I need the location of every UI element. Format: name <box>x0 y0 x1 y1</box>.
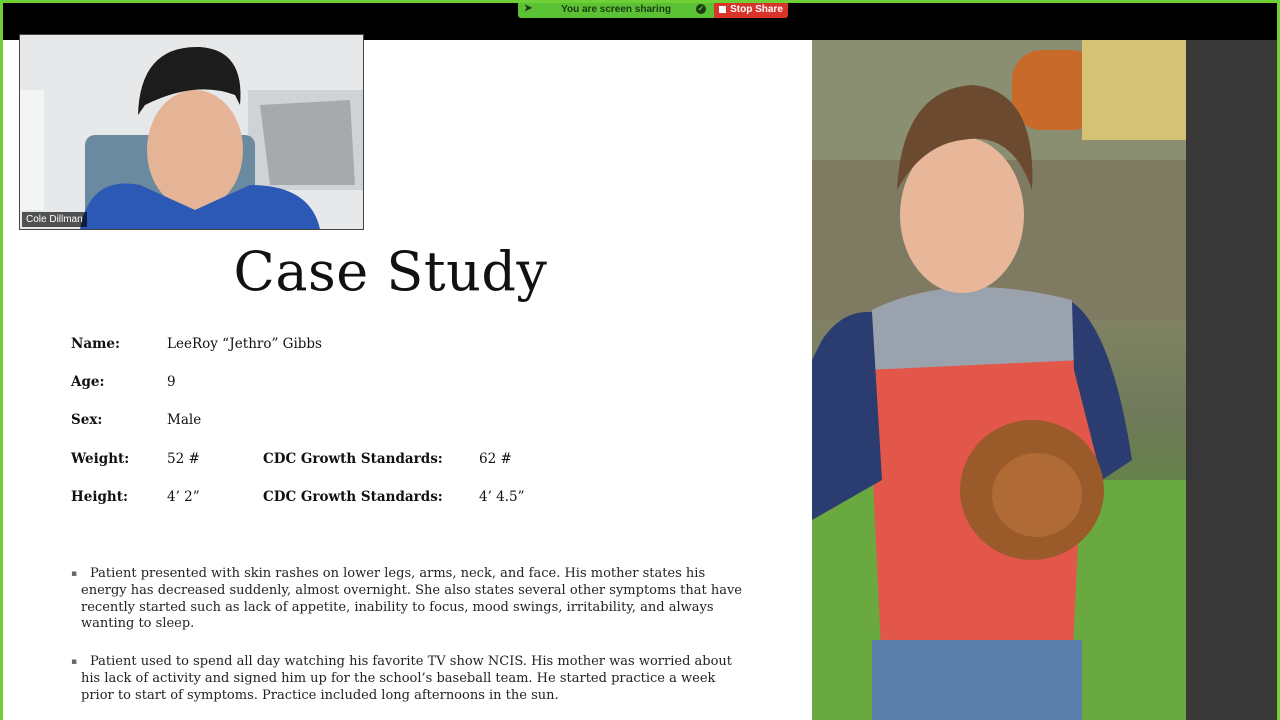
stop-share-button[interactable] <box>714 0 788 18</box>
height-cdc-label: CDC Growth Standards: <box>263 489 443 505</box>
height-cdc-value: 4’ 4.5” <box>479 489 525 505</box>
slide-photo-boy-with-glove <box>812 40 1186 720</box>
bullet-item <box>71 566 751 633</box>
bullet-dot-icon: ▪ <box>71 657 78 667</box>
age-label: Age: <box>71 374 105 390</box>
weight-cdc-label: CDC Growth Standards: <box>263 451 443 467</box>
name-label: Name: <box>71 336 120 352</box>
sex-value: Male <box>167 412 202 428</box>
screen-sharing-indicator[interactable] <box>518 0 714 18</box>
slide-title: Case Study <box>233 240 548 303</box>
webcam-feed <box>20 35 363 229</box>
height-value: 4’ 2” <box>167 489 200 505</box>
weight-cdc-value: 62 # <box>479 451 512 467</box>
bullet-text: Patient used to spend all day watching his favorite TV show NCIS. His mother was worried about his lack of activity and signed him up for the school’s baseball team. He started practice a week prior to start of symptoms. Practice included long afternoons in the sun. <box>81 654 733 703</box>
shield-check-icon: ✓ <box>697 4 705 13</box>
bullet-text: Patient presented with skin rashes on lower legs, arms, neck, and face. His mother states his energy has decreased suddenly, almost overnight. She also states several other symptoms that have recently started such as lack of appetite, inability to focus, mood swings, irritability, and always wanting to sleep. <box>81 566 742 632</box>
participant-name-label: Cole Dillman <box>22 212 87 227</box>
weight-label: Weight: <box>71 451 130 467</box>
name-value: LeeRoy “Jethro” Gibbs <box>167 336 322 352</box>
bullet-dot-icon: ▪ <box>71 569 78 579</box>
height-label: Height: <box>71 489 128 505</box>
stop-share-label: Stop Share <box>730 3 783 15</box>
right-empty-area <box>1186 40 1277 720</box>
stop-icon <box>719 6 726 13</box>
share-leaf-icon: ➤ <box>524 3 533 14</box>
participant-video-tile[interactable] <box>19 34 364 230</box>
age-value: 9 <box>167 374 176 390</box>
boy-photo-illustration <box>812 40 1186 720</box>
weight-value: 52 # <box>167 451 200 467</box>
bullet-item <box>71 654 751 704</box>
screen-sharing-text: You are screen sharing <box>561 3 671 15</box>
sex-label: Sex: <box>71 412 103 428</box>
